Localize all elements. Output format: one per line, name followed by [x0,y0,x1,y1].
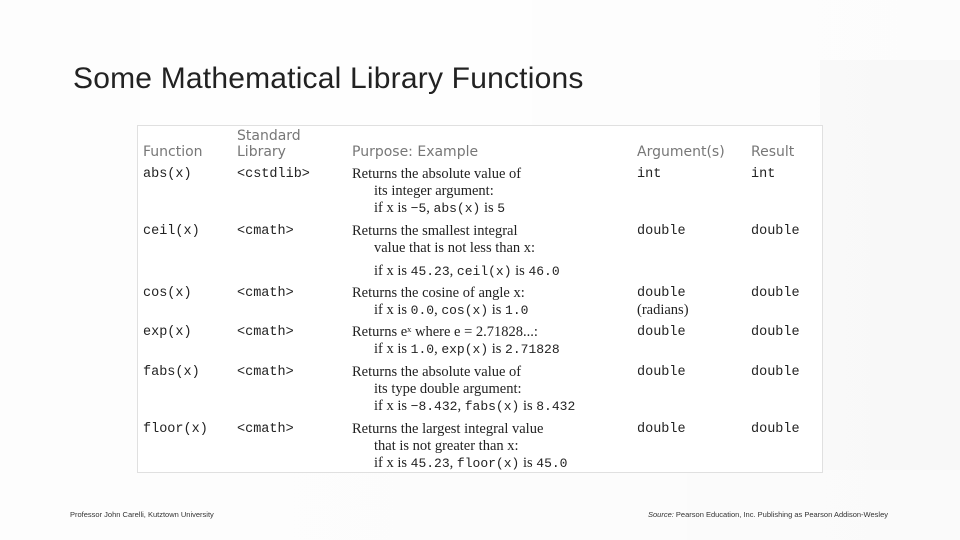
argument-type: double [637,325,686,340]
argument-type: double [637,286,686,301]
result-type: double [751,286,800,301]
example-line [352,398,575,415]
example-x-value: 45.23 [410,456,450,471]
purpose-line: Returns the absolute value of [352,364,522,380]
function-name: fabs(x) [143,365,200,380]
purpose-line: Returns the cosine of angle x: [352,285,525,301]
example-result-value: 45.0 [536,456,568,471]
example-sep: , [449,455,457,471]
example-line [352,455,567,472]
purpose-line: Returns the absolute value of [352,166,522,182]
example-prefix: if x is [374,341,411,357]
argument-type: double [637,224,686,239]
standard-library: <cstdlib> [237,167,310,182]
standard-library: <cmath> [237,325,294,340]
example-sep: , [457,398,465,414]
example-sep: , [449,263,457,279]
header-library-bottom: Library [237,144,286,160]
header-purpose: Purpose: Example [352,144,479,160]
standard-library: <cmath> [237,286,294,301]
example-call: abs(x) [433,201,481,216]
example-result-value: 5 [497,201,506,216]
argument-note: (radians) [637,302,689,318]
result-type: double [751,422,800,437]
example-result-value: 46.0 [528,264,560,279]
example-call: floor(x) [456,456,520,471]
example-is: is [519,398,537,414]
example-is: is [480,200,498,216]
function-name: ceil(x) [143,224,200,239]
header-result: Result [751,144,795,160]
example-is: is [488,341,506,357]
example-prefix: if x is [374,200,411,216]
example-line [352,302,528,319]
example-is: is [488,302,506,318]
purpose-line: its integer argument: [374,183,494,199]
header-arguments: Argument(s) [637,144,725,160]
functions-table [138,126,822,472]
purpose-line: value that is not less than x: [374,240,536,256]
argument-type: int [637,167,662,182]
example-prefix: if x is [374,263,411,279]
example-sep: , [434,341,442,357]
source-label: Source: [647,510,674,519]
example-call: exp(x) [441,342,489,357]
argument-type: double [637,422,686,437]
purpose-line: Returns the smallest integral [352,223,518,239]
example-x-value: 1.0 [410,342,435,357]
function-name: floor(x) [143,422,208,437]
slide-title: Some Mathematical Library Functions [73,62,584,95]
purpose-line: Returns the largest integral value [352,421,544,437]
footer-source [648,510,888,519]
example-result-value: 8.432 [536,399,576,414]
example-prefix: if x is [374,302,411,318]
example-call: ceil(x) [456,264,512,279]
example-result-value: 1.0 [505,303,529,318]
standard-library: <cmath> [237,365,294,380]
example-line [352,341,560,358]
standard-library: <cmath> [237,422,294,437]
footer-author: Professor John Carelli, Kutztown University [70,510,214,519]
purpose-line: its type double argument: [374,381,522,397]
example-result-value: 2.71828 [505,342,560,357]
argument-type: double [637,365,686,380]
example-call: cos(x) [441,303,489,318]
header-function: Function [143,144,203,160]
example-x-value: −5 [410,201,427,216]
result-type: double [751,325,800,340]
example-line [352,200,505,217]
purpose-line: Returns eˣ where e = 2.71828...: [352,324,538,340]
result-type: int [751,167,776,182]
example-line [352,263,560,280]
function-name: exp(x) [143,325,192,340]
example-call: fabs(x) [464,399,520,414]
example-x-value: 0.0 [410,303,435,318]
example-is: is [511,263,529,279]
result-type: double [751,365,800,380]
result-type: double [751,224,800,239]
example-sep: , [434,302,442,318]
function-name: abs(x) [143,167,192,182]
example-x-value: −8.432 [410,399,458,414]
example-prefix: if x is [374,455,411,471]
example-prefix: if x is [374,398,411,414]
example-sep: , [426,200,434,216]
standard-library: <cmath> [237,224,294,239]
source-text: Pearson Education, Inc. Publishing as Pearson Addison-Wesley [673,510,888,519]
example-x-value: 45.23 [410,264,450,279]
purpose-line: that is not greater than x: [374,438,519,454]
example-is: is [519,455,537,471]
header-library-top: Standard [237,128,301,144]
function-name: cos(x) [143,286,192,301]
